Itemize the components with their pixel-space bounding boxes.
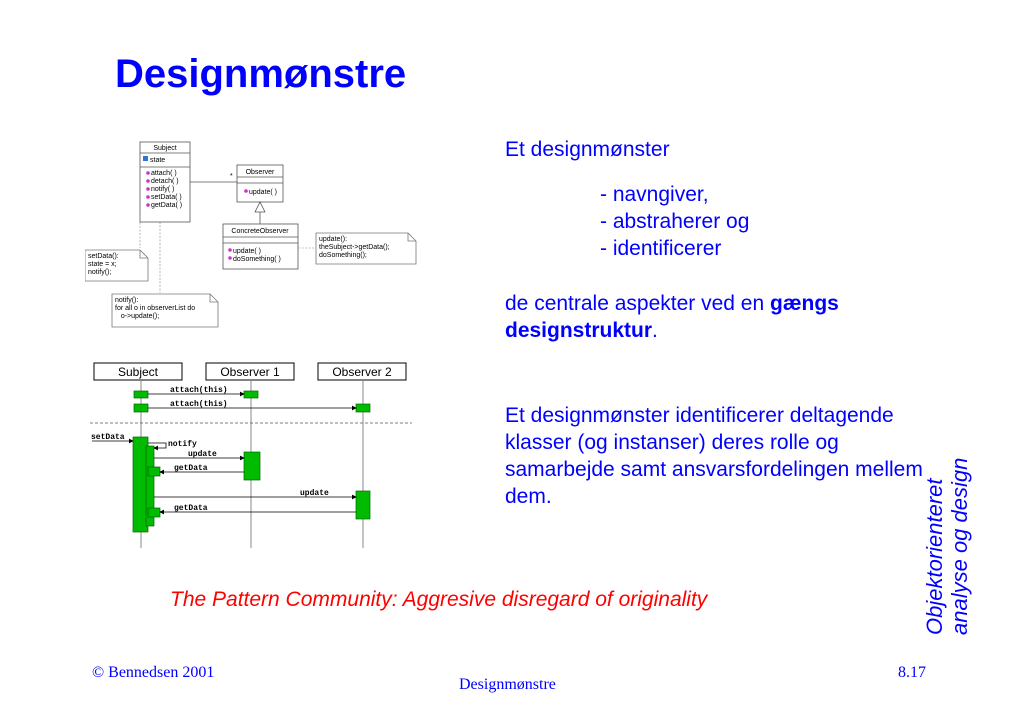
intro-text: Et designmønster xyxy=(505,138,670,161)
bullet-list xyxy=(600,181,749,262)
concrete-op: update( ) xyxy=(233,248,262,255)
subject-op: setData( ) xyxy=(151,194,182,201)
object-label: Subject xyxy=(117,365,159,379)
inheritance-arrow xyxy=(255,202,265,212)
note-line: o->update(); xyxy=(115,313,160,320)
subject-attr: state xyxy=(150,157,166,164)
concrete-observer-name: ConcreteObserver xyxy=(231,228,289,235)
message-label: attach(this) xyxy=(170,400,228,409)
message-label: update xyxy=(300,489,329,498)
note-line: update(): xyxy=(319,236,348,243)
note-line: notify(); xyxy=(88,269,112,276)
note-line: notify(): xyxy=(115,297,139,304)
subject-op: detach( ) xyxy=(151,178,179,185)
footer-title: Designmønstre xyxy=(459,676,556,693)
footer-copyright: © Bennedsen 2001 xyxy=(92,664,215,681)
note-line: theSubject->getData(); xyxy=(319,244,390,251)
description-1: de centrale aspekter ved en gængs designstruktur. xyxy=(505,292,839,342)
object-label: Observer 2 xyxy=(332,365,392,379)
subject-class-name: Subject xyxy=(153,145,177,152)
subject-op: notify( ) xyxy=(151,186,175,193)
message-label: getData xyxy=(174,504,208,513)
message-label: getData xyxy=(174,464,208,473)
subject-op: getData( ) xyxy=(151,202,183,209)
note-line: doSomething(); xyxy=(319,252,367,259)
observer-class-name: Observer xyxy=(245,169,275,176)
side-title: Objektorienteret analyse og design xyxy=(922,457,972,635)
message-label: attach(this) xyxy=(170,386,228,395)
message-label: notify xyxy=(168,440,197,449)
object-label: Observer 1 xyxy=(220,365,280,379)
description-2: Et designmønster identificerer deltagende klasser (og instanser) deres rolle og samarbejde samt ansvarsfordelingen mellem dem. xyxy=(505,404,923,508)
multiplicity: * xyxy=(230,173,233,180)
bullet-item: - identificerer xyxy=(600,237,722,260)
concrete-op: doSomething( ) xyxy=(233,256,281,263)
bullet-item: - abstraherer og xyxy=(600,210,750,233)
emphasis: gængs designstruktur xyxy=(505,292,839,342)
note-line: for all o in observerList do xyxy=(115,305,196,312)
note-line: state = x; xyxy=(88,261,117,268)
subject-op: attach( ) xyxy=(151,170,177,177)
note-line: setData(): xyxy=(88,253,119,260)
bullet-item: - navngiver, xyxy=(600,183,709,206)
attribute-icon xyxy=(143,156,148,161)
quote-text: The Pattern Community: Aggresive disregard of originality xyxy=(170,588,708,611)
slide-title: Designmønstre xyxy=(115,52,407,96)
observer-op: update( ) xyxy=(249,189,278,196)
message-label: update xyxy=(188,450,217,459)
sequence-diagram xyxy=(88,358,418,553)
slide-number: 8.17 xyxy=(898,664,926,681)
message-label: setData xyxy=(91,433,125,442)
class-diagram xyxy=(85,135,430,335)
